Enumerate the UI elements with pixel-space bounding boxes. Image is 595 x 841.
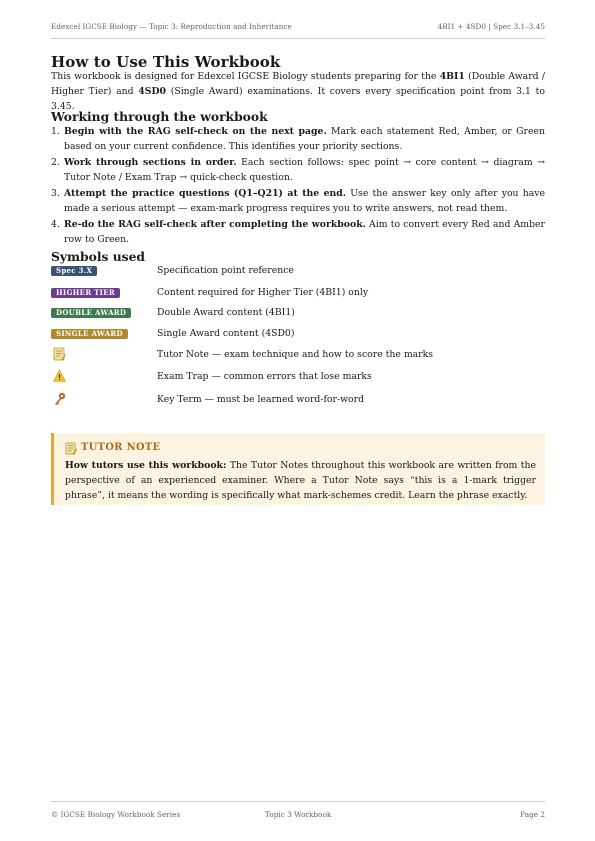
step-text: Aim to convert every Red and Amber row to Green. [64,219,545,245]
symbol-description: Single Award content (4SD0) [157,328,295,339]
page-number: Page 2 [520,810,545,819]
step-lead: Begin with the RAG self-check on the next page. [64,126,327,137]
symbol-description: Content required for Higher Tier (4BI1) only [157,287,369,298]
step-text: Each section follows: spec point → core content → diagram → Tutor Note / Exam Trap → quick-check question. [64,157,545,183]
tutor-note-text [65,458,536,503]
tutor-note-box [51,433,545,505]
intro-code-4sd0: 4SD0 [138,86,167,97]
warning-icon [53,369,66,383]
symbol-row-tutor-note [51,347,545,363]
footer-series: © IGCSE Biology Workbook Series [51,810,181,819]
step-lead: Re-do the RAG self-check after completing the workbook. [64,219,366,230]
double-award-badge: DOUBLE AWARD [51,308,131,318]
step-lead: Attempt the practice questions (Q1–Q21) at the end. [64,188,347,199]
symbol-description: Exam Trap — common errors that lose marks [157,371,372,382]
memo-icon [65,442,77,455]
key-icon [53,392,66,406]
symbol-description: Double Award content (4BI1) [157,307,295,318]
memo-icon [53,347,66,361]
step-item [51,217,545,247]
intro-text-3: (Single Award) examinations. It covers every specification point from 3.1 to 3.45. [51,86,545,112]
tutor-note-title [65,442,536,457]
intro-paragraph [51,69,545,114]
step-number: 1. [51,126,60,137]
single-award-badge: SINGLE AWARD [51,329,128,339]
tutor-note-label: TUTOR NOTE [81,442,161,453]
footer-workbook: Topic 3 Workbook [265,810,332,819]
step-number: 3. [51,188,60,199]
intro-text-2: (Double Award / Higher Tier) and [51,71,545,97]
step-number: 2. [51,157,60,168]
intro-text-1: This workbook is designed for Edexcel IGCSE Biology students preparing for the [51,71,440,82]
page-title: How to Use This Workbook [51,53,281,71]
step-lead: Work through sections in order. [64,157,237,168]
symbol-description: Specification point reference [157,265,294,276]
intro-code-4bi1: 4BI1 [439,71,465,82]
page-footer [51,801,545,822]
symbol-row-spec [51,263,545,279]
running-head-title: Edexcel IGCSE Biology — Topic 3: Reproduction and Inheritance [51,22,292,31]
symbol-row-higher-tier [51,285,545,301]
symbol-description: Key Term — must be learned word-for-word [157,394,365,405]
tutor-note-body: The Tutor Notes throughout this workbook are written from the perspective of an experienced examiner. Where a Tutor Note says “this is a 1-mark trigger phrase”, it means the wording is specifically what mark-schemes credit. Learn the phrase exactly. [65,460,536,501]
symbol-row-key-term [51,392,545,408]
section-heading-working: Working through the workbook [51,109,268,124]
workbook-page [51,0,545,841]
section-heading-symbols: Symbols used [51,249,145,264]
step-number: 4. [51,219,60,230]
symbol-row-single-award [51,326,545,342]
higher-tier-badge: HIGHER TIER [51,288,120,298]
symbol-row-exam-trap [51,369,545,385]
step-text: Use the answer key only after you have made a serious attempt — exam-mark progress requires you to write answers, not read them. [64,188,545,214]
step-text: Mark each statement Red, Amber, or Green based on your current confidence. This identifies your priority sections. [64,126,545,152]
spec-badge: Spec 3.X [51,266,97,276]
symbol-row-double-award [51,305,545,321]
symbol-description: Tutor Note — exam technique and how to score the marks [157,349,434,360]
step-item [51,124,545,154]
tutor-note-lead: How tutors use this workbook: [65,460,227,471]
running-head-spec: 4BI1 + 4SD0 | Spec 3.1–3.45 [437,22,545,31]
step-item [51,155,545,185]
running-head [51,22,545,39]
steps-list [51,124,545,248]
step-item [51,186,545,216]
